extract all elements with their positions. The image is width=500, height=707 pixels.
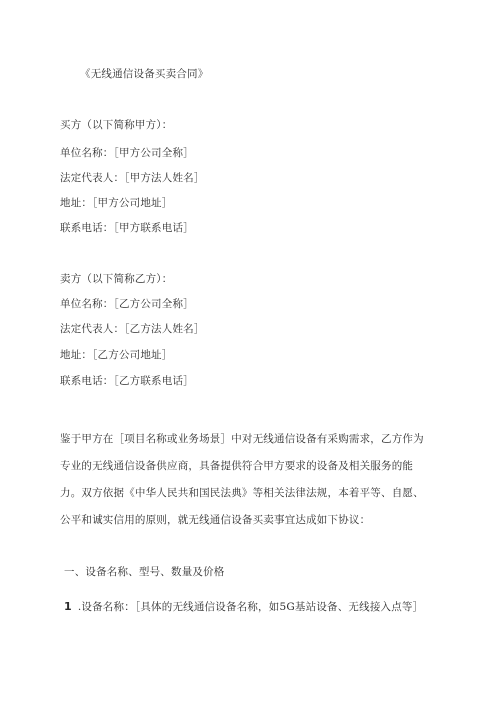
section-1-heading: 一、设备名称、型号、数量及价格 bbox=[64, 566, 225, 578]
buyer-heading: 买方（以下简称甲方）： bbox=[60, 119, 173, 131]
buyer-address: 地址：［甲方公司地址］ bbox=[60, 197, 173, 209]
item-number: 1 bbox=[64, 600, 72, 613]
seller-address: 地址：［乙方公司地址］ bbox=[60, 349, 173, 361]
contract-title: 《无线通信设备买卖合同》 bbox=[80, 68, 209, 80]
seller-phone: 联系电话：［乙方联系电话］ bbox=[60, 375, 194, 387]
buyer-unit-name: 单位名称：［甲方公司全称］ bbox=[60, 147, 194, 159]
seller-legal-rep: 法定代表人：［乙方法人姓名］ bbox=[60, 323, 205, 335]
item-text: .设备名称：［具体的无线通信设备名称，如5G基站设备、无线接入点等］ bbox=[77, 601, 424, 613]
seller-unit-name: 单位名称：［乙方公司全称］ bbox=[60, 298, 194, 310]
buyer-legal-rep: 法定代表人：［甲方法人姓名］ bbox=[60, 172, 205, 184]
preamble-line-1: 鉴于甲方在［项目名称或业务场景］中对无线通信设备有采购需求，乙方作为 bbox=[60, 433, 424, 445]
preamble-line-4: 公平和诚实信用的原则，就无线通信设备买卖事宜达成如下协议： bbox=[60, 514, 371, 526]
seller-heading: 卖方（以下简称乙方）： bbox=[60, 273, 173, 285]
section-1-item-1 bbox=[64, 600, 423, 614]
preamble-line-3: 力。双方依据《中华人民共和国民法典》等相关法律法规，本着平等、自愿、 bbox=[60, 487, 424, 499]
preamble-line-2: 专业的无线通信设备供应商，具备提供符合甲方要求的设备及相关服务的能 bbox=[60, 460, 414, 472]
buyer-phone: 联系电话：［甲方联系电话］ bbox=[60, 222, 194, 234]
